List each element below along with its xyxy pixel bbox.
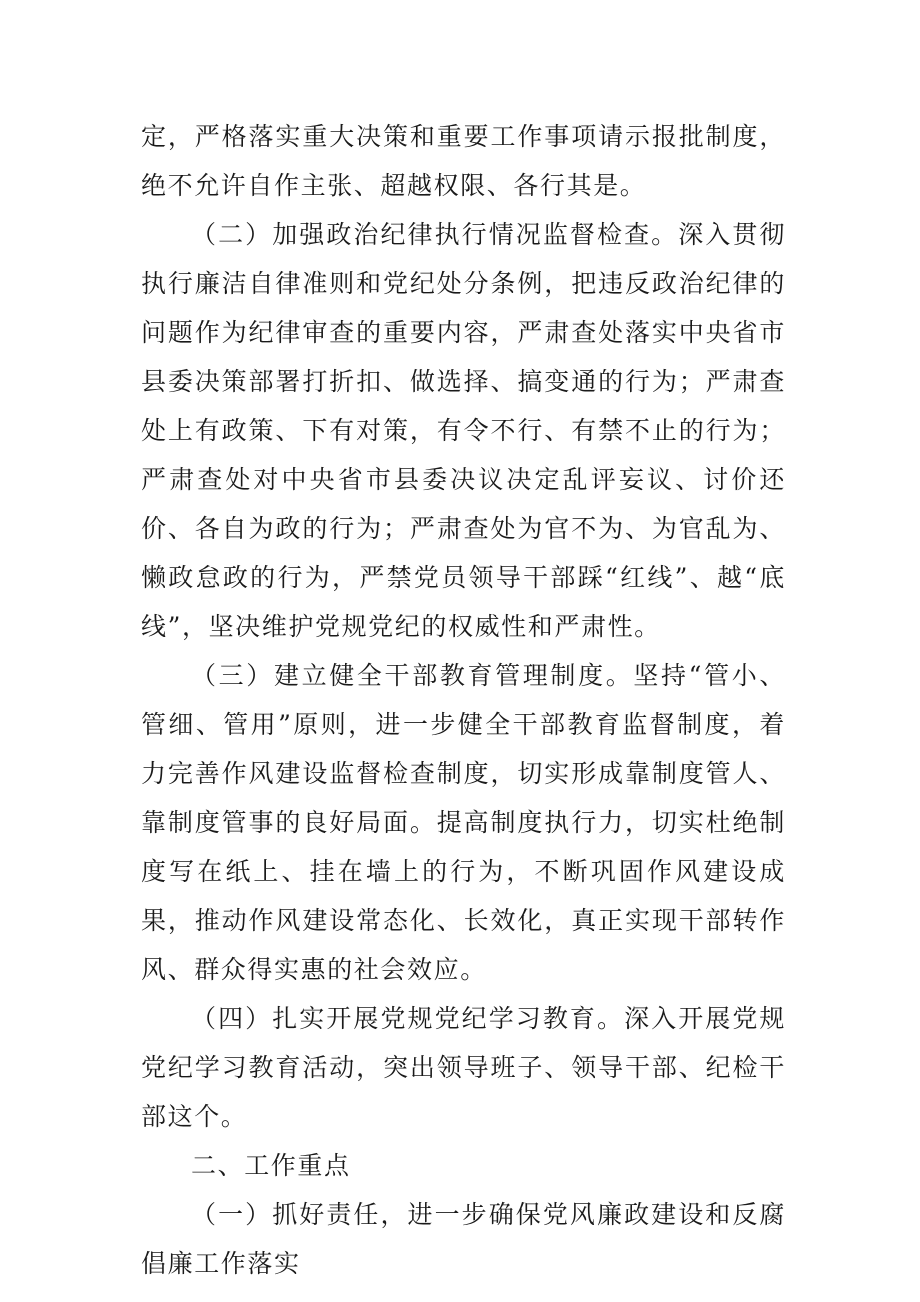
paragraph-continuation: 定，严格落实重大决策和重要工作事项请示报批制度，绝不允许自作主张、超越权限、各行其是。 [141, 122, 786, 200]
paragraph-political-discipline-supervision: （二）加强政治纪律执行情况监督检查。深入贯彻执行廉洁自律准则和党纪处分条例，把违反政治纪律的问题作为纪律审查的重要内容，严肃查处落实中央省市县委决策部署打折扣、做选择、搞变通的行为；严肃查处上有政策、下有对策，有令不行、有禁不止的行为；严肃查处对中央省市县委决议决定乱评妄议、讨价还价、各自为政的行为；严肃查处为官不为、为官乱为、懒政怠政的行为，严禁党员领导干部踩“红线”、越“底线”，坚决维护党规党纪的权威性和严肃性。 [141, 220, 786, 641]
subheading-responsibility: （一）抓好责任，进一步确保党风廉政建设和反腐倡廉工作落实 [141, 1200, 786, 1278]
document-body [141, 112, 786, 1288]
paragraph-party-rules-education: （四）扎实开展党规党纪学习教育。深入开展党规党纪学习教育活动，突出领导班子、领导干部、纪检干部这个。 [141, 1004, 786, 1131]
paragraph-cadre-management-system: （三）建立健全干部教育管理制度。坚持“管小、管细、管用”原则，进一步健全干部教育监督制度，着力完善作风建设监督检查制度，切实形成靠制度管人、靠制度管事的良好局面。提高制度执行力，切实杜绝制度写在纸上、挂在墙上的行为，不断巩固作风建设成果，推动作风建设常态化、长效化，真正实现干部转作风、群众得实惠的社会效应。 [141, 661, 786, 984]
section-heading-work-focus: 二、工作重点 [191, 1151, 351, 1180]
